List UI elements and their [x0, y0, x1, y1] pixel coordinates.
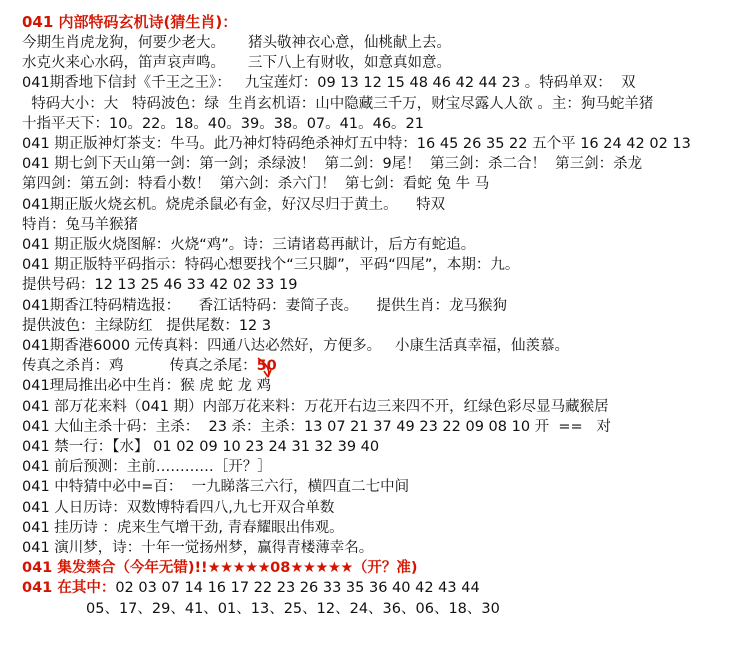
text-line-2: 水克火来心水码，笛声哀声鸣。 三下八上有财收，如意真如意。: [22, 55, 452, 72]
text-line-26: 041 演川梦，诗：十年一觉扬州梦，赢得青楼薄幸名。: [22, 540, 374, 557]
text-line-7: 041 期七剑下天山第一剑：第一剑；杀绿波！ 第二剑：9尾！ 第三剑：杀二合！ 第三剑：杀龙: [22, 156, 643, 173]
stars-left: ★★★★★: [207, 560, 271, 577]
footer-numbers-label: 041 在其中：: [22, 580, 116, 597]
text-line-4: 特码大小：大 特码波色：绿 生肖玄机语：山中隐藏三千万，财宝尽露人人欲 。主：狗马蛇羊猪: [22, 95, 654, 112]
text-line-17-text: 传真之杀肖：鸡 传真之杀尾：: [22, 358, 257, 375]
footer-numbers-line-2: 05、17、29、41、01、13、25、12、24、36、06、18、30: [86, 600, 500, 617]
text-line-10: 特肖：兔马羊猴猪: [22, 216, 138, 233]
handwritten-mark-value: 50: [256, 358, 277, 375]
text-line-24: 041 人日历诗：双数博特看四八,九七开双合单数: [22, 499, 335, 516]
text-line-25: 041 挂历诗 ：虎来生气增干劲, 青春耀眼出伟观。: [22, 519, 344, 536]
text-line-19: 041 部万花来料（041 期）内部万花来料：万花开右边三来四不开，红绿色彩尽显马藏猴居: [22, 398, 609, 415]
text-line-9: 041期正版火烧玄机。烧虎杀鼠必有金，好汉尽归于黄土。 特双: [22, 196, 446, 213]
footer-tail: （开？准): [352, 560, 418, 577]
text-line-18: 041理局推出必中生肖：猴 虎 蛇 龙 鸡: [22, 378, 272, 395]
text-line-22: 041 前后预测：主前…………［开？］: [22, 459, 272, 476]
footer-highlight-line: [22, 558, 721, 578]
text-line-17: [22, 356, 721, 376]
footer-label: 041 集发禁合（今年无错)!!: [22, 560, 208, 577]
text-line-16: 041期香港6000 元传真料：四通八达必然好，方便多。 小康生活真幸福，仙羡慕。: [22, 338, 570, 355]
footer-numbers-values: 02 03 07 14 16 17 22 23 26 33 35 36 40 42 43 44: [115, 580, 480, 597]
text-line-15: 提供波色：主绿防红 提供尾数：12 3: [22, 317, 272, 334]
text-line-20: 041 大仙主杀十码：主杀： 23 杀：主杀：13 07 21 37 49 23 22 09 08 10 开 == 对: [22, 418, 612, 435]
footer-code: 08: [270, 560, 291, 577]
document-title: 041 内部特码玄机诗(猜生肖)：: [22, 13, 238, 31]
text-line-1: 今期生肖虎龙狗，何要少老大。 猪头敬神衣心意，仙桃献上去。: [22, 35, 452, 51]
footer-numbers-line: [22, 578, 721, 598]
stars-right: ★★★★★: [290, 560, 353, 577]
text-line-5: 十指平天下：10。22。18。40。39。38。07。41。46。21: [22, 115, 425, 132]
text-line-23: 041 中特猜中必中=百： 一九睇落三六行，横四直二七中间: [22, 479, 410, 496]
text-line-12: 041 期正版特平码指示：特码心想要找个“三只脚”，平码“四尾”，本期：九。: [22, 257, 520, 274]
text-line-8: 第四剑：第五剑：特看小数！ 第六剑：杀六门！ 第七剑：看蛇 兔 牛 马: [22, 176, 490, 193]
text-line-6: 041 期正版神灯茶支：牛马。此乃神灯特码绝杀神灯五中特：16 45 26 35 22 五个平 16 24 42 02 13: [22, 136, 691, 153]
text-line-21: 041 禁一行：【水】 01 02 09 10 23 24 31 32 39 40: [22, 439, 380, 456]
text-line-14: 041期香江特码精选报： 香江话特码：妻简子丧。 提供生肖：龙马猴狗: [22, 297, 508, 314]
text-line-11: 041 期正版火烧图解：火烧“鸡”。诗：三请诸葛再献计，后方有蛇追。: [22, 237, 476, 254]
text-line-13: 提供号码：12 13 25 46 33 42 02 33 19: [22, 277, 298, 294]
text-line-3: 041期香地下信封《千王之王》： 九宝莲灯：09 13 12 15 48 46 42 44 23 。特码单双： 双: [22, 75, 636, 92]
handwritten-mark: [257, 356, 277, 376]
